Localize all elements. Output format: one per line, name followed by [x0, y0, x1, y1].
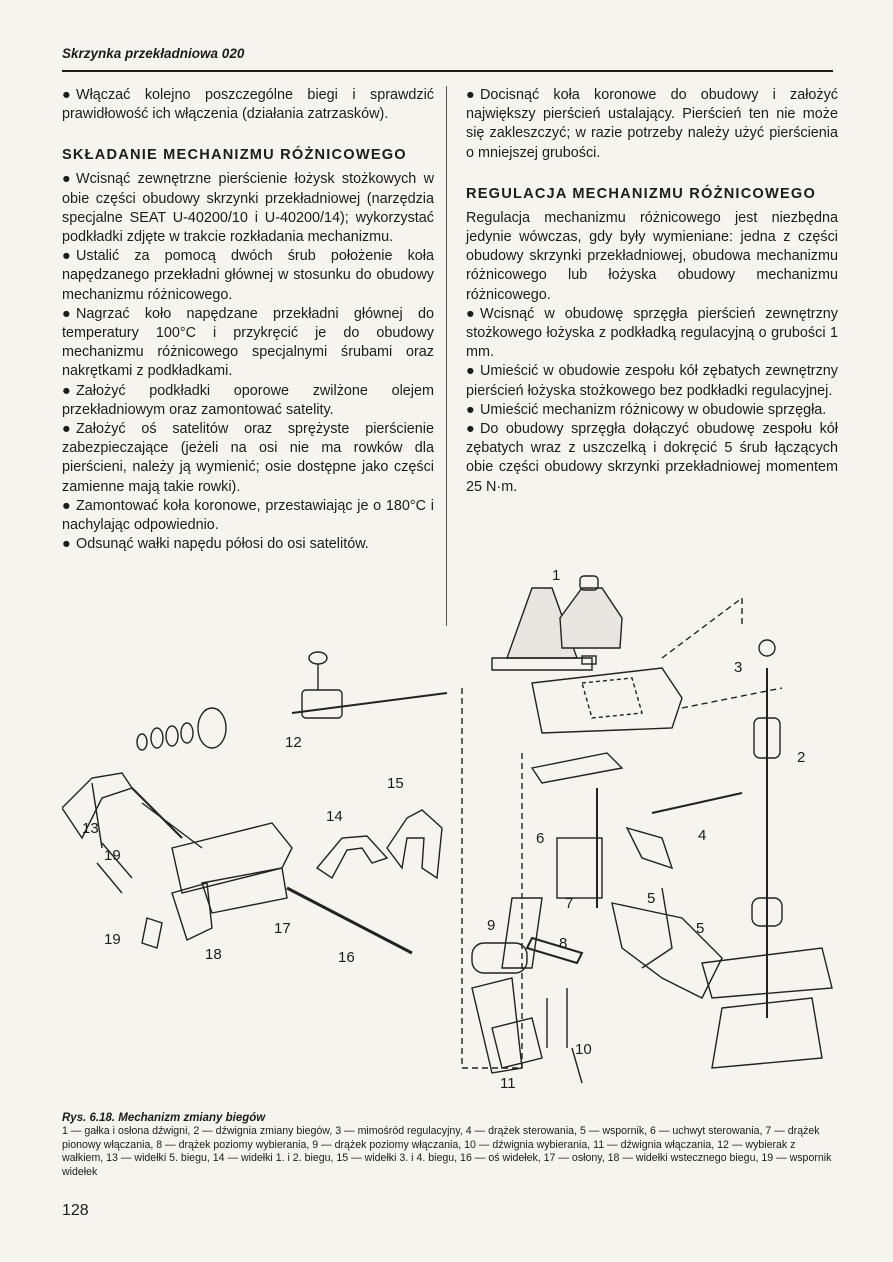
label-8: 8 [559, 935, 568, 952]
bullet-icon: ● [466, 305, 475, 322]
header-rule [62, 70, 833, 72]
label-19a: 19 [104, 847, 121, 864]
label-19b: 19 [104, 931, 121, 948]
bullet-icon: ● [62, 421, 71, 438]
label-13: 13 [82, 820, 99, 837]
label-18: 18 [205, 946, 222, 963]
running-header: Skrzynka przekładniowa 020 [62, 46, 245, 61]
label-1: 1 [552, 567, 561, 584]
bullet-icon: ● [62, 171, 71, 188]
left-bullet: ● Założyć podkładki oporowe zwilżone olejem przekładniowym oraz zamontować satelity. [62, 382, 434, 418]
bullet-icon: ● [62, 87, 71, 103]
label-6: 6 [536, 830, 545, 847]
label-11: 11 [500, 1075, 516, 1092]
right-paragraph: Regulacja mechanizmu różnicowego jest niezbędna jedynie wówczas, gdy były wymieniane: jedna z części obudowy skrzynki przekładniowej, obudowa mechanizmu różnicowego lub łożyska obudowy mechanizmu różnicowego. [466, 209, 838, 303]
label-3: 3 [734, 659, 743, 676]
figure-caption [62, 1112, 833, 1179]
column-divider [446, 86, 447, 626]
bullet-icon: ● [62, 536, 71, 553]
bullet-icon: ● [466, 401, 475, 418]
bullet-icon: ● [62, 305, 71, 322]
left-bullet: ● Odsunąć wałki napędu półosi do osi satelitów. [62, 535, 434, 554]
bullet-icon: ● [62, 382, 71, 399]
section-heading-assembly: SKŁADANIE MECHANIZMU RÓŻNICOWEGO [62, 147, 407, 164]
caption-title: Rys. 6.18. Mechanizm zmiany biegów [62, 1112, 266, 1124]
gearshift-mechanism-diagram [62, 548, 833, 1113]
left-bullet: ● Ustalić za pomocą dwóch śrub położenie koła napędzanego przekładni głównej w stosunku do obudowy mechanizmu różnicowego. [62, 248, 434, 303]
label-10: 10 [575, 1041, 592, 1058]
bullet-icon: ● [62, 497, 71, 514]
left-bullet: ● Wcisnąć zewnętrzne pierścienie łożysk stożkowych w obie części obudowy skrzynki przekładniowej (narzędzia specjalne SEAT U-40200/10 i U-40200/14); wykorzystać podkładki zdjęte w trakcie rozkładania mechanizmu. [62, 171, 434, 246]
bullet-icon: ● [466, 363, 475, 380]
left-intro: ● Włączać kolejno poszczególne biegi i sprawdzić prawidłowość ich włączenia (działania zatrzasków). [62, 87, 434, 123]
label-5a: 5 [647, 890, 656, 907]
label-4: 4 [698, 827, 707, 844]
right-bullet: ● Do obudowy sprzęgła dołączyć obudowę zespołu kół zębatych wraz z uszczelką i dokręcić 5 śrub łączących obie części obudowy skrzynki przekładniowej momentem 25 N·m. [466, 421, 838, 495]
caption-text: 1 — gałka i osłona dźwigni, 2 — dźwignia zmiany biegów, 3 — mimośród regulacyjny, 4 — drążek sterowania, 5 — wspornik, 6 — uchwyt sterowania, 7 — drążek pionowy włączania, 8 — drążek poziomy wybierania, 9 — drążek poziomy włączania, 10 — dźwignia wybierania, 11 — dźwignia włączania, 12 — wybierak z wałkiem, 13 — widełki 5. biegu, 14 — widełki 1. i 2. biegu, 15 — widełki 3. i 4. biegu, 16 — oś widełek, 17 — osłony, 18 — widełki wstecznego biegu, 19 — wspornik widełek [62, 1125, 832, 1178]
right-intro: ● Docisnąć koła koronowe do obudowy i założyć największy pierścień ustalający. Pierścień ten nie może się zakleszczyć; w razie potrzeby należy użyć pierścienia o mniejszej grubości. [466, 87, 838, 161]
left-column [62, 86, 434, 554]
label-15: 15 [387, 775, 404, 792]
label-9: 9 [487, 917, 496, 934]
right-column [466, 86, 838, 497]
left-bullet: ● Zamontować koła koronowe, przestawiając je o 180°C i nachylając odpowiednio. [62, 497, 434, 534]
diagram-drawing [62, 576, 832, 1083]
label-14: 14 [326, 808, 343, 825]
label-16: 16 [338, 949, 355, 966]
bullet-icon: ● [466, 421, 475, 438]
section-heading-adjustment: REGULACJA MECHANIZMU RÓŻNICOWEGO [466, 185, 816, 202]
label-5b: 5 [696, 920, 705, 937]
left-bullet: ● Nagrzać koło napędzane przekładni głównej do temperatury 100°C i przykręcić je do obudowy mechanizmu różnicowego specjalnymi śrubami oraz nakrętkami z podkładkami. [62, 305, 434, 380]
right-bullet: ● Umieścić w obudowie zespołu kół zębatych zewnętrzny pierścień łożyska stożkowego bez podkładki regulacyjnej. [466, 363, 838, 399]
right-bullet: ● Umieścić mechanizm różnicowy w obudowie sprzęgła. [466, 401, 838, 420]
page-number: 128 [62, 1202, 89, 1219]
label-17: 17 [274, 920, 291, 937]
left-bullet: ● Założyć oś satelitów oraz sprężyste pierścienie zabezpieczające (jeżeli na osi nie ma rowków dla pierścieni, należy ją wymienić; osie dostępne jako części zamienne mają takie rowki). [62, 421, 434, 495]
label-12: 12 [285, 734, 302, 751]
bullet-icon: ● [62, 248, 71, 265]
right-bullet: ● Wcisnąć w obudowę sprzęgła pierścień zewnętrzny stożkowego łożyska z podkładką regulacyjną o grubości 1 mm. [466, 305, 838, 361]
label-7: 7 [565, 895, 574, 912]
bullet-icon: ● [466, 87, 475, 103]
label-2: 2 [797, 749, 806, 766]
figure-labels [82, 567, 805, 1092]
